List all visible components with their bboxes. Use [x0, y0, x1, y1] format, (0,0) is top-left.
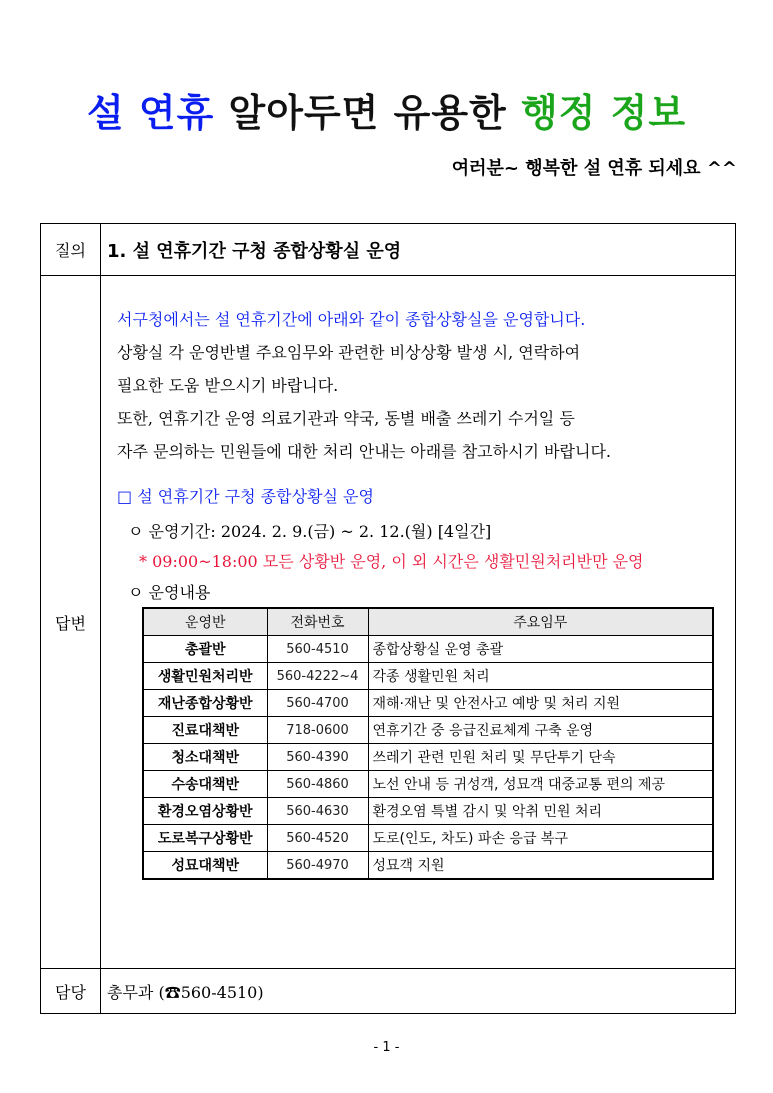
header-team: 운영반	[143, 608, 267, 636]
table-row	[143, 771, 713, 798]
page-number: - 1 -	[373, 1040, 400, 1055]
team-cell: 진료대책반	[143, 717, 267, 744]
question-text: 1. 설 연휴기간 구청 종합상황실 운영	[107, 241, 402, 262]
title-part-1: 설 연휴	[86, 91, 215, 135]
answer-label: 답변	[41, 276, 101, 968]
team-cell: 성묘대책반	[143, 852, 267, 880]
answer-body	[101, 276, 735, 968]
header-duty: 주요임무	[368, 608, 713, 636]
title-part-2: 알아두면 유용한	[228, 91, 507, 135]
duty-cell: 연휴기간 중 응급진료체계 구축 운영	[368, 717, 713, 744]
duty-cell: 성묘객 지원	[368, 852, 713, 880]
table-row	[143, 717, 713, 744]
page-title	[0, 82, 773, 137]
table-row	[143, 744, 713, 771]
phone-cell: 560-4630	[267, 798, 368, 825]
table-row	[143, 690, 713, 717]
question-label: 질의	[41, 224, 101, 275]
contact-text: 총무과 (☎560-4510)	[107, 983, 264, 1002]
duty-cell: 종합상황실 운영 총괄	[368, 636, 713, 663]
table-row	[143, 663, 713, 690]
phone-cell: 560-4222~4	[267, 663, 368, 690]
team-cell: 환경오염상황반	[143, 798, 267, 825]
table-row	[143, 852, 713, 880]
operations-table	[142, 607, 714, 880]
title-part-3: 행정 정보	[520, 91, 687, 135]
team-cell: 총괄반	[143, 636, 267, 663]
header-phone: 전화번호	[267, 608, 368, 636]
contact-row	[41, 969, 735, 1014]
intro-line-5: 자주 문의하는 민원들에 대한 처리 안내는 아래를 참고하시기 바랍니다.	[117, 442, 611, 461]
duty-cell: 쓰레기 관련 민원 처리 및 무단투기 단속	[368, 744, 713, 771]
phone-cell: 560-4970	[267, 852, 368, 880]
phone-cell: 560-4510	[267, 636, 368, 663]
intro-line-4: 또한, 연휴기간 운영 의료기관과 약국, 동별 배출 쓰레기 수거일 등	[117, 409, 575, 428]
duty-cell: 도로(인도, 차도) 파손 응급 복구	[368, 825, 713, 852]
contact-label: 담당	[41, 969, 101, 1014]
qa-table	[40, 223, 736, 1014]
table-row	[143, 798, 713, 825]
team-cell: 수송대책반	[143, 771, 267, 798]
phone-cell: 560-4520	[267, 825, 368, 852]
intro-line-1: 서구청에서는 설 연휴기간에 아래와 같이 종합상황실을 운영합니다.	[117, 310, 586, 329]
intro-paragraph	[117, 303, 611, 468]
answer-row	[41, 276, 735, 969]
intro-line-2: 상황실 각 운영반별 주요임무와 관련한 비상상황 발생 시, 연락하여	[117, 343, 581, 362]
phone-cell: 560-4700	[267, 690, 368, 717]
operation-note: * 09:00~18:00 모든 상황반 운영, 이 외 시간은 생활민원처리반만 운영	[139, 552, 644, 571]
team-cell: 청소대책반	[143, 744, 267, 771]
section-heading: □ 설 연휴기간 구청 종합상황실 운영	[117, 487, 374, 506]
team-cell: 재난종합상황반	[143, 690, 267, 717]
table-row	[143, 636, 713, 663]
duty-cell: 노선 안내 등 귀성객, 성묘객 대중교통 편의 제공	[368, 771, 713, 798]
phone-cell: 718-0600	[267, 717, 368, 744]
duty-cell: 환경오염 특별 감시 및 악취 민원 처리	[368, 798, 713, 825]
duty-cell: 재해·재난 및 안전사고 예방 및 처리 지원	[368, 690, 713, 717]
phone-cell: 560-4860	[267, 771, 368, 798]
team-cell: 생활민원처리반	[143, 663, 267, 690]
duty-cell: 각종 생활민원 처리	[368, 663, 713, 690]
phone-cell: 560-4390	[267, 744, 368, 771]
question-row	[41, 224, 735, 276]
team-cell: 도로복구상황반	[143, 825, 267, 852]
operation-period: ㅇ 운영기간: 2024. 2. 9.(금) ~ 2. 12.(월) [4일간]	[128, 522, 492, 541]
subtitle: 여러분~ 행복한 설 연휴 되세요 ^^	[451, 158, 737, 179]
table-header-row	[143, 608, 713, 636]
operation-content-label: ㅇ 운영내용	[128, 583, 211, 602]
table-row	[143, 825, 713, 852]
intro-line-3: 필요한 도움 받으시기 바랍니다.	[117, 376, 339, 395]
